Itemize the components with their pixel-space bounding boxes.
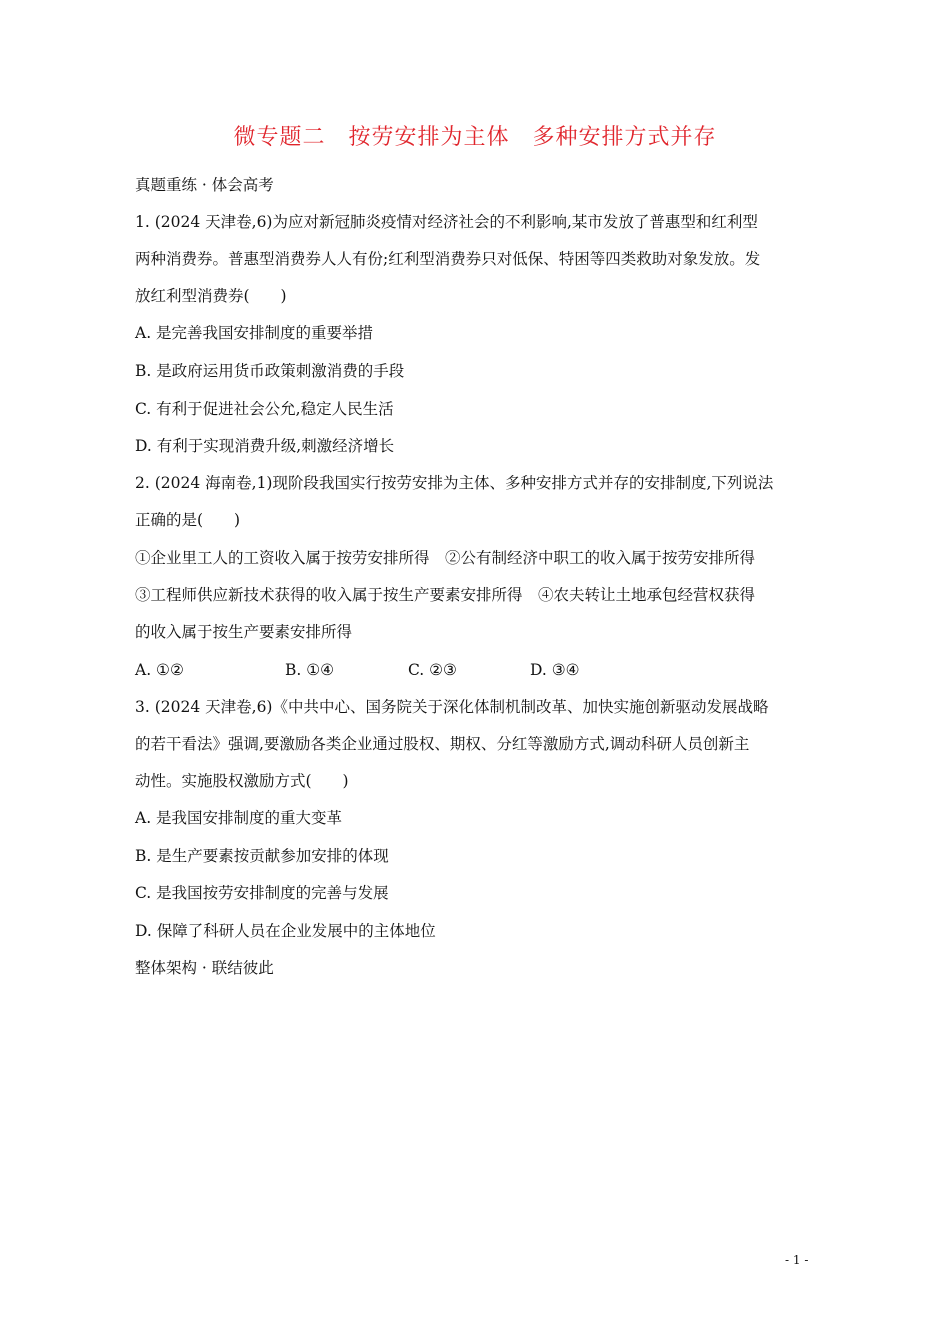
q3-stem-line-3: 动性。实施股权激励方式( ) xyxy=(135,772,349,790)
q1-stem-line-3: 放红利型消费券( ) xyxy=(135,287,287,305)
q3-option-b: B. 是生产要素按贡献参加安排的体现 xyxy=(135,847,389,865)
q2-stem-line-1: 2. (2024 海南卷,1)现阶段我国实行按劳安排为主体、多种安排方式并存的安排制度,下列说法 xyxy=(135,474,774,492)
q3-option-a: A. 是我国安排制度的重大变革 xyxy=(135,809,343,827)
q3-option-d: D. 保障了科研人员在企业发展中的主体地位 xyxy=(135,922,436,940)
q1-stem-line-1: 1. (2024 天津卷,6)为应对新冠肺炎疫情对经济社会的不利影响,某市发放了普惠型和红利型 xyxy=(135,213,758,231)
q1-stem-line-2: 两种消费券。普惠型消费券人人有份;红利型消费券只对低保、特困等四类救助对象发放。发 xyxy=(135,250,761,268)
q3-option-c: C. 是我国按劳安排制度的完善与发展 xyxy=(135,884,389,902)
q3-stem-line-2: 的若干看法》强调,要激励各类企业通过股权、期权、分红等激励方式,调动科研人员创新主 xyxy=(135,735,750,753)
q1-option-d: D. 有利于实现消费升级,刺激经济增长 xyxy=(135,437,395,455)
q2-option-a: A. ①② xyxy=(135,661,184,679)
page-number: - 1 - xyxy=(785,1253,809,1267)
q2-stem-line-2: 正确的是( ) xyxy=(135,511,241,529)
page-title: 微专题二 按劳安排为主体 多种安排方式并存 xyxy=(233,125,717,150)
q2-stem-line-5: 的收入属于按生产要素安排所得 xyxy=(135,623,353,641)
q3-stem-line-1: 3. (2024 天津卷,6)《中共中心、国务院关于深化体制机制改革、加快实施创新驱动发展战略 xyxy=(135,698,769,716)
q2-stem-line-3: ①企业里工人的工资收入属于按劳安排所得 ②公有制经济中职工的收入属于按劳安排所得 xyxy=(135,549,756,567)
q1-option-a: A. 是完善我国安排制度的重要举措 xyxy=(135,324,374,342)
q2-option-c: C. ②③ xyxy=(408,661,457,679)
q1-option-c: C. 有利于促进社会公允,稳定人民生活 xyxy=(135,400,394,418)
q2-option-d: D. ③④ xyxy=(530,661,580,679)
section-heading-framework: 整体架构 · 联结彼此 xyxy=(135,959,274,977)
q2-option-b: B. ①④ xyxy=(285,661,335,679)
q1-option-b: B. 是政府运用货币政策刺激消费的手段 xyxy=(135,362,405,380)
section-heading-practice: 真题重练 · 体会高考 xyxy=(135,176,274,194)
q2-stem-line-4: ③工程师供应新技术获得的收入属于按生产要素安排所得 ④农夫转让土地承包经营权获得 xyxy=(135,586,756,604)
